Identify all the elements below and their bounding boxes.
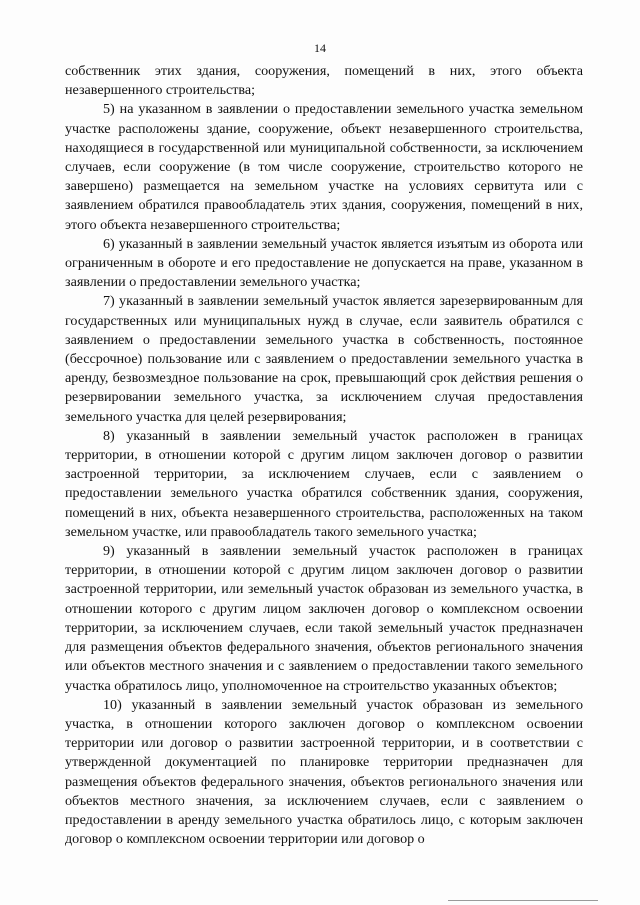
paragraph-item-10: 10) указанный в заявлении земельный участок образован из земельного участка, в отношении которого заключен договор о комплексном освоении территории или договор о развитии застроенной территории, и в соответствии с утвержденной документацией по планировке территории предназначен для размещения объектов федерального значения, объектов регионального значения или объектов местного значения, за исключением случаев, если с заявлением о предоставлении в аренду земельного участка обратилось лицо, с которым заключен договор о комплексном освоении территории или договор о [65, 696, 583, 848]
scan-edge-mark [448, 900, 598, 901]
paragraph-item-5: 5) на указанном в заявлении о предоставлении земельного участка земельном участке расположены здание, сооружение, объект незавершенного строительства, находящиеся в государственной или муниципальной собственности, за исключением случаев, если сооружение (в том числе сооружение, строительство которого не завершено) размещается на земельном участке на условиях сервитута или с заявлением обратился правообладатель этих здания, сооружения, помещений в них, этого объекта незавершенного строительства; [65, 101, 583, 233]
paragraph-item-9: 9) указанный в заявлении земельный участок расположен в границах территории, в отношении которой с другим лицом заключен договор о развитии застроенной территории, или земельный участок образован из земельного участка, в отношении которого с другим лицом заключен договор о комплексном освоении территории, за исключением случаев, если такой земельный участок предназначен для размещения объектов федерального значения, объектов регионального значения или объектов местного значения и с заявлением о предоставлении такого земельного участка обратилось лицо, уполномоченное на строительство указанных объектов; [65, 543, 583, 694]
document-body [65, 62, 583, 849]
paragraph-item-6: 6) указанный в заявлении земельный участок является изъятым из оборота или ограниченным в обороте и его предоставление не допускается на праве, указанном в заявлении о предоставлении земельного участка; [65, 235, 583, 291]
paragraph-item-8: 8) указанный в заявлении земельный участок расположен в границах территории, в отношении которой с другим лицом заключен договор о развитии застроенной территории, за исключением случаев, если с заявлением о предоставлении земельного участка обратился собственник здания, сооружения, помещений в них, объекта незавершенного строительства, расположенных на таком земельном участке, или правообладатель такого земельного участка; [65, 427, 583, 540]
paragraph-continued: собственник этих здания, сооружения, помещений в них, этого объекта незавершенного строительства; [65, 63, 583, 99]
paragraph-item-7: 7) указанный в заявлении земельный участок является зарезервированным для государственных или муниципальных нужд в случае, если заявитель обратился с заявлением о предоставлении земельного участка в собственность, постоянное (бессрочное) пользование или с заявлением о предоставлении земельного участка в аренду, безвозмездное пользование на срок, превышающий срок действия решения о резервировании земельного участка, за исключением случая предоставления земельного участка для целей резервирования; [65, 293, 583, 425]
page-number: 14 [314, 41, 326, 55]
